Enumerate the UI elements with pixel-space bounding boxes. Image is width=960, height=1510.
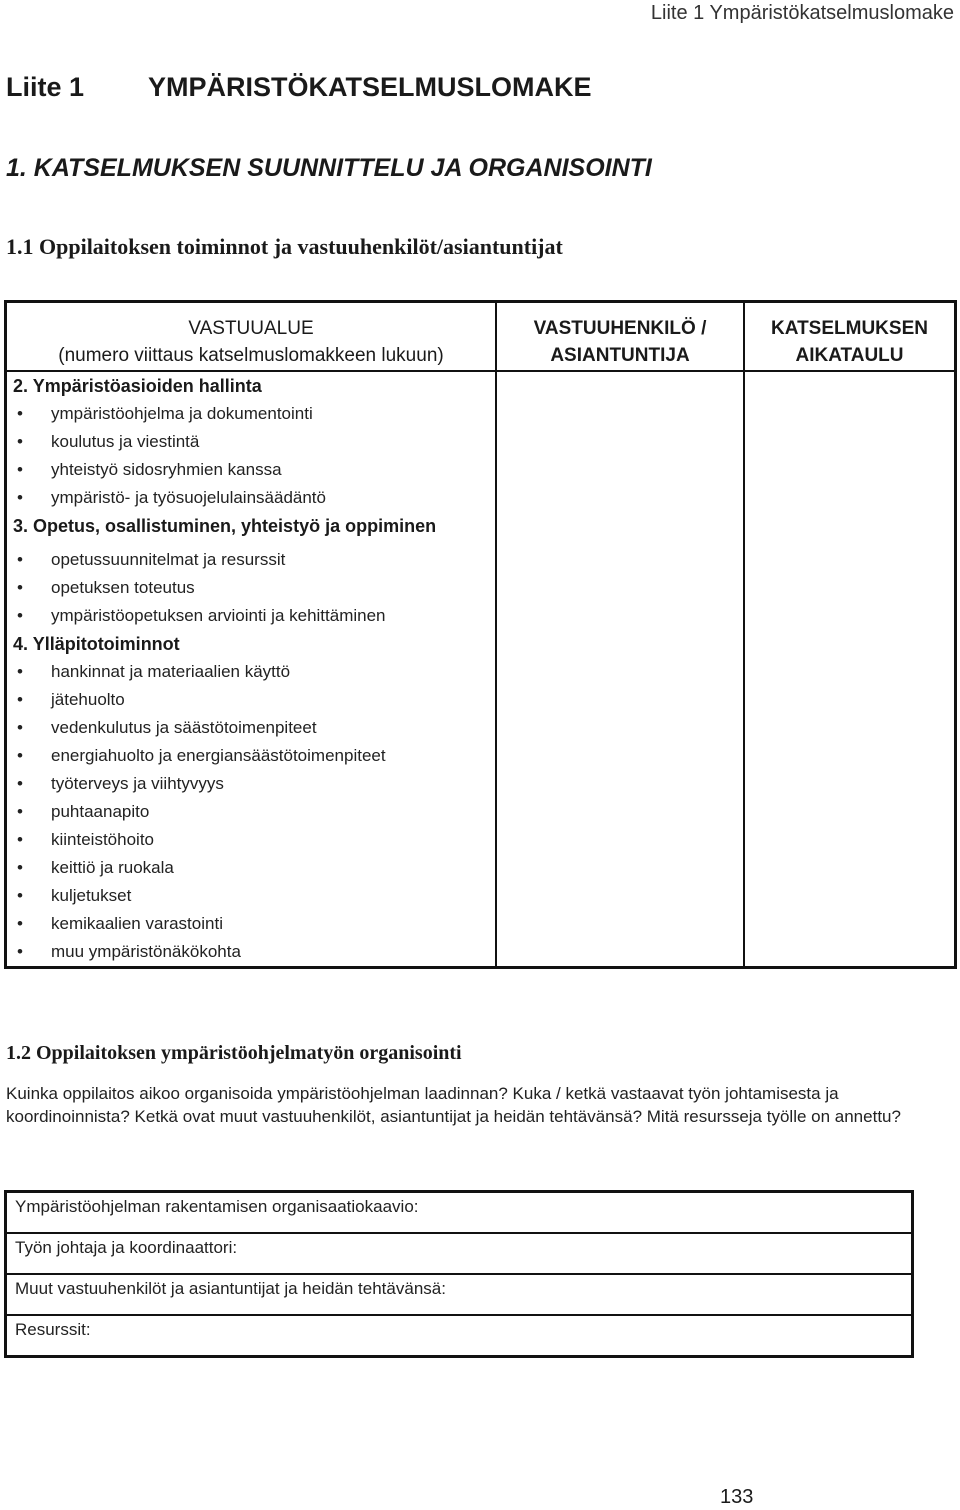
header-vastuuhenkilo-line2: ASIANTUNTIJA — [550, 345, 690, 366]
list-item: • työterveys ja viihtyvyys — [7, 770, 495, 798]
header-aikataulu-line1: KATSELMUKSEN — [771, 318, 928, 339]
list-item: • yhteistyö sidosryhmien kanssa — [7, 456, 495, 484]
header-vastuualue-subtitle: (numero viittaus katselmuslomakkeen lukuun) — [58, 345, 444, 366]
responsibility-areas — [6, 371, 497, 968]
list-item: • energiahuolto ja energiansäästötoimenpiteet — [7, 742, 495, 770]
table-header-row — [6, 302, 956, 372]
org-field-resources[interactable]: Resurssit: — [6, 1315, 913, 1357]
list-item: • vedenkulutus ja säästötoimenpiteet — [7, 714, 495, 742]
running-header: Liite 1 Ympäristökatselmuslomake — [650, 2, 954, 24]
section-title: 4. Ylläpitotoiminnot — [13, 634, 180, 654]
responsibility-table — [4, 300, 957, 969]
header-aikataulu — [744, 302, 956, 372]
list-item: • keittiö ja ruokala — [7, 854, 495, 882]
page-number: 133 — [720, 1486, 754, 1508]
section-title: 2. Ympäristöasioiden hallinta — [13, 376, 262, 396]
list-item: • hankinnat ja materiaalien käyttö — [7, 658, 495, 686]
section-heading-1: 1. KATSELMUKSEN SUUNNITTELU JA ORGANISOINTI — [6, 154, 652, 182]
table-body-row — [6, 371, 956, 968]
org-field-other-persons[interactable]: Muut vastuuhenkilöt ja asiantuntijat ja heidän tehtävänsä: — [6, 1274, 913, 1315]
list-item: • puhtaanapito — [7, 798, 495, 826]
organisation-table — [4, 1190, 914, 1358]
org-field-coordinator[interactable]: Työn johtaja ja koordinaattori: — [6, 1233, 913, 1274]
list-item: • jätehuolto — [7, 686, 495, 714]
list-item: • opetuksen toteutus — [7, 574, 495, 602]
appendix-label: Liite 1 — [6, 72, 85, 102]
list-item: • koulutus ja viestintä — [7, 428, 495, 456]
list-item: • ympäristöohjelma ja dokumentointi — [7, 400, 495, 428]
responsible-person-cell[interactable] — [496, 371, 744, 968]
header-vastuuhenkilo — [496, 302, 744, 372]
header-vastuualue-title: VASTUUALUE — [188, 318, 314, 339]
header-vastuuhenkilo-line1: VASTUUHENKILÖ / — [533, 318, 707, 339]
instructions-paragraph: Kuinka oppilaitos aikoo organisoida ympäristöohjelman laadinnan? Kuka / ketkä vastaavat työn johtamisesta ja koordinoinnista? Ketkä ovat muut vastuuhenkilöt, asiantuntijat ja heidän tehtävänsä? Mitä resursseja työlle on annettu? — [6, 1084, 901, 1126]
header-aikataulu-line2: AIKATAULU — [795, 345, 904, 366]
list-item: • muu ympäristönäkökohta — [7, 938, 495, 966]
list-item: • kuljetukset — [7, 882, 495, 910]
list-item: • kiinteistöhoito — [7, 826, 495, 854]
schedule-cell[interactable] — [744, 371, 956, 968]
form-title: YMPÄRISTÖKATSELMUSLOMAKE — [148, 72, 592, 102]
document-title — [6, 72, 592, 103]
org-field-chart[interactable]: Ympäristöohjelman rakentamisen organisaatiokaavio: — [6, 1192, 913, 1234]
section-heading-1-1: 1.1 Oppilaitoksen toiminnot ja vastuuhenkilöt/asiantuntijat — [6, 234, 563, 259]
list-item: • ympäristö- ja työsuojelulainsäädäntö — [7, 484, 495, 512]
section-heading-1-2: 1.2 Oppilaitoksen ympäristöohjelmatyön organisointi — [6, 1042, 462, 1064]
section-title: 3. Opetus, osallistuminen, yhteistyö ja oppiminen — [13, 516, 437, 536]
list-item: • ympäristöopetuksen arviointi ja kehittäminen — [7, 602, 495, 630]
header-vastuualue — [6, 302, 497, 372]
list-item: • opetussuunnitelmat ja resurssit — [7, 546, 495, 574]
list-item: • kemikaalien varastointi — [7, 910, 495, 938]
